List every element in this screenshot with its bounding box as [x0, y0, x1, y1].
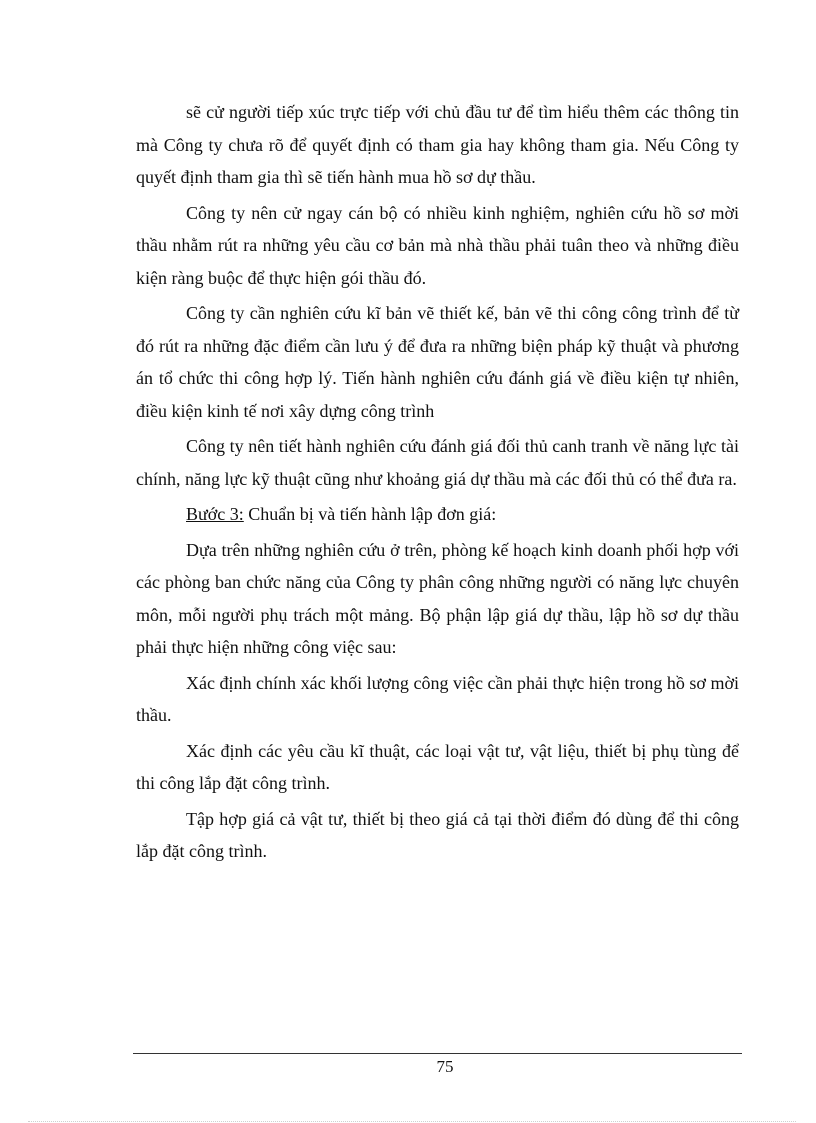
page-edge-divider — [28, 1121, 796, 1122]
paragraph-3: Công ty cần nghiên cứu kĩ bản vẽ thiết kế, bản vẽ thi công công trình để từ đó rút ra những đặc điểm cần lưu ý để đưa ra những biện pháp kỹ thuật và phương án tổ chức thi công hợp lý. Tiến hành nghiên cứu đánh giá về điều kiện tự nhiên, điều kiện kinh tế nơi xây dựng công trình — [136, 303, 739, 421]
paragraph-7: Xác định các yêu cầu kĩ thuật, các loại vật tư, vật liệu, thiết bị phụ tùng để thi công lắp đặt công trình. — [136, 740, 739, 793]
paragraph-1: sẽ cử người tiếp xúc trực tiếp với chủ đầu tư để tìm hiểu thêm các thông tin mà Công ty chưa rõ để quyết định có tham gia hay không tham gia. Nếu Công ty quyết định tham gia thì sẽ tiến hành mua hồ sơ dự thầu. — [136, 102, 739, 187]
step-heading — [136, 498, 739, 531]
paragraph-6: Xác định chính xác khối lượng công việc cần phải thực hiện trong hồ sơ mời thầu. — [136, 672, 739, 725]
page-number: 75 — [436, 1057, 454, 1076]
step-label: Bước 3: — [186, 504, 244, 524]
paragraph-8: Tập hợp giá cả vật tư, thiết bị theo giá cả tại thời điểm đó dùng để thi công lắp đặt công trình. — [136, 808, 739, 861]
paragraph-2: Công ty nên cử ngay cán bộ có nhiều kinh nghiệm, nghiên cứu hồ sơ mời thầu nhằm rút ra những yêu cầu cơ bản mà nhà thầu phải tuân theo và những điều kiện ràng buộc để thực hiện gói thầu đó. — [136, 202, 739, 288]
page-body — [136, 96, 739, 871]
paragraph-5: Dựa trên những nghiên cứu ở trên, phòng kế hoạch kinh doanh phối hợp với các phòng ban chức năng của Công ty phân công những người có năng lực chuyên môn, mỗi người phụ trách một mảng. Bộ phận lập giá dự thầu, lập hồ sơ dự thầu phải thực hiện những công việc sau: — [136, 539, 739, 657]
footer-divider — [133, 1053, 742, 1054]
step-text: Chuẩn bị và tiến hành lập đơn giá: — [243, 504, 497, 524]
paragraph-4: Công ty nên tiết hành nghiên cứu đánh giá đối thủ canh tranh về năng lực tài chính, năng lực kỹ thuật cũng như khoảng giá dự thầu mà các đối thủ có thể đưa ra. — [136, 436, 739, 489]
